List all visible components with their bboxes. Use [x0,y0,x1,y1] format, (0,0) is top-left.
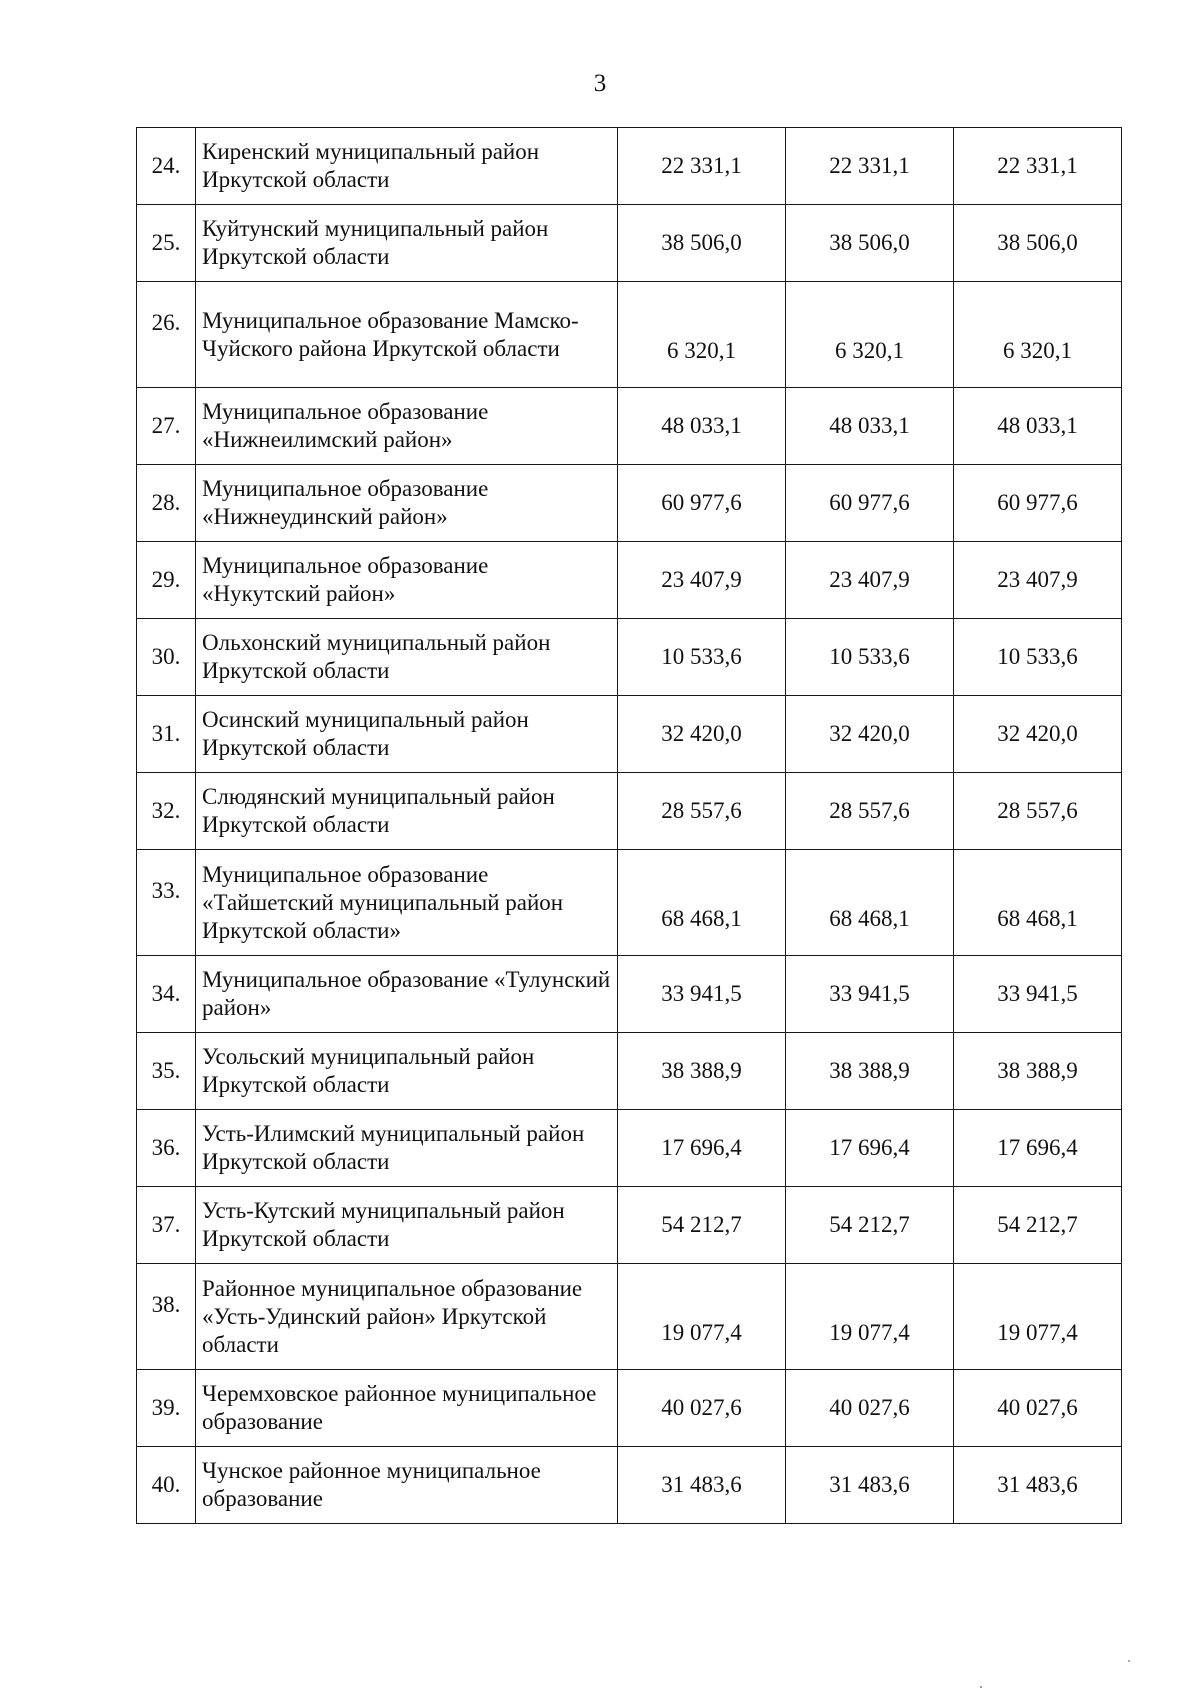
amount-year-1: 54 212,7 [618,1187,786,1264]
amount-year-1: 32 420,0 [618,696,786,773]
municipality-name: Усть-Кутский муниципальный район Иркутской области [196,1187,618,1264]
amount-year-1: 48 033,1 [618,388,786,465]
municipality-name: Муниципальное образование Мамско-Чуйского района Иркутской области [196,282,618,388]
amount-year-3: 32 420,0 [954,696,1122,773]
municipality-name: Слюдянский муниципальный район Иркутской области [196,773,618,850]
row-number: 30. [137,619,196,696]
municipality-name: Ольхонский муниципальный район Иркутской области [196,619,618,696]
table-row [137,1110,1122,1187]
municipality-name: Муниципальное образование «Тулунский район» [196,956,618,1033]
municipality-name: Муниципальное образование «Нижнеилимский район» [196,388,618,465]
amount-year-2: 40 027,6 [786,1370,954,1447]
table-row [137,282,1122,388]
amount-year-2: 28 557,6 [786,773,954,850]
table-row [137,388,1122,465]
row-number: 37. [137,1187,196,1264]
amount-year-1: 33 941,5 [618,956,786,1033]
row-number: 24. [137,128,196,205]
row-number: 28. [137,465,196,542]
amount-year-2: 38 506,0 [786,205,954,282]
page-number: 3 [593,70,607,97]
municipality-name: Киренский муниципальный район Иркутской области [196,128,618,205]
table-row [137,1187,1122,1264]
scan-speck [1128,1660,1130,1662]
table-row [137,205,1122,282]
municipality-name: Усть-Илимский муниципальный район Иркутской области [196,1110,618,1187]
amount-year-2: 38 388,9 [786,1033,954,1110]
amount-year-2: 23 407,9 [786,542,954,619]
municipality-name: Муниципальное образование «Нижнеудинский район» [196,465,618,542]
amount-year-3: 23 407,9 [954,542,1122,619]
amount-year-3: 38 506,0 [954,205,1122,282]
row-number: 40. [137,1447,196,1524]
amount-year-1: 68 468,1 [618,850,786,956]
amount-year-1: 31 483,6 [618,1447,786,1524]
amount-year-2: 17 696,4 [786,1110,954,1187]
amount-year-1: 40 027,6 [618,1370,786,1447]
amount-year-2: 32 420,0 [786,696,954,773]
amount-year-3: 68 468,1 [954,850,1122,956]
table-row [137,696,1122,773]
amount-year-2: 10 533,6 [786,619,954,696]
amount-year-1: 60 977,6 [618,465,786,542]
amount-year-3: 38 388,9 [954,1033,1122,1110]
amount-year-2: 60 977,6 [786,465,954,542]
amount-year-2: 33 941,5 [786,956,954,1033]
table-row [137,1370,1122,1447]
municipality-name: Муниципальное образование «Нукутский район» [196,542,618,619]
row-number: 29. [137,542,196,619]
amount-year-1: 17 696,4 [618,1110,786,1187]
amount-year-3: 54 212,7 [954,1187,1122,1264]
amount-year-1: 19 077,4 [618,1264,786,1370]
amount-year-3: 40 027,6 [954,1370,1122,1447]
amount-year-3: 6 320,1 [954,282,1122,388]
table-row [137,1264,1122,1370]
scan-speck [980,1686,982,1688]
amount-year-3: 33 941,5 [954,956,1122,1033]
budget-table [136,127,1122,1524]
row-number: 39. [137,1370,196,1447]
municipality-name: Чунское районное муниципальное образование [196,1447,618,1524]
table-row [137,619,1122,696]
municipality-name: Усольский муниципальный район Иркутской области [196,1033,618,1110]
row-number: 32. [137,773,196,850]
amount-year-3: 48 033,1 [954,388,1122,465]
table-row [137,773,1122,850]
municipality-name: Муниципальное образование «Тайшетский муниципальный район Иркутской области» [196,850,618,956]
row-number: 27. [137,388,196,465]
amount-year-3: 19 077,4 [954,1264,1122,1370]
municipality-name: Районное муниципальное образование «Усть-Удинский район» Иркутской области [196,1264,618,1370]
municipality-name: Осинский муниципальный район Иркутской области [196,696,618,773]
amount-year-1: 6 320,1 [618,282,786,388]
row-number: 26. [137,282,196,388]
amount-year-2: 54 212,7 [786,1187,954,1264]
table-row [137,956,1122,1033]
table-row [137,128,1122,205]
amount-year-3: 17 696,4 [954,1110,1122,1187]
amount-year-1: 38 506,0 [618,205,786,282]
amount-year-1: 22 331,1 [618,128,786,205]
amount-year-1: 10 533,6 [618,619,786,696]
row-number: 38. [137,1264,196,1370]
row-number: 25. [137,205,196,282]
amount-year-1: 38 388,9 [618,1033,786,1110]
amount-year-2: 19 077,4 [786,1264,954,1370]
table-row [137,542,1122,619]
table-row [137,1447,1122,1524]
municipality-name: Куйтунский муниципальный район Иркутской области [196,205,618,282]
municipality-name: Черемховское районное муниципальное образование [196,1370,618,1447]
table-body [137,128,1122,1524]
amount-year-3: 60 977,6 [954,465,1122,542]
amount-year-2: 48 033,1 [786,388,954,465]
row-number: 34. [137,956,196,1033]
table-row [137,1033,1122,1110]
row-number: 36. [137,1110,196,1187]
amount-year-3: 22 331,1 [954,128,1122,205]
table-row [137,850,1122,956]
row-number: 35. [137,1033,196,1110]
amount-year-2: 22 331,1 [786,128,954,205]
amount-year-2: 68 468,1 [786,850,954,956]
row-number: 31. [137,696,196,773]
table-row [137,465,1122,542]
amount-year-1: 28 557,6 [618,773,786,850]
amount-year-2: 6 320,1 [786,282,954,388]
amount-year-3: 31 483,6 [954,1447,1122,1524]
amount-year-2: 31 483,6 [786,1447,954,1524]
amount-year-3: 28 557,6 [954,773,1122,850]
amount-year-1: 23 407,9 [618,542,786,619]
row-number: 33. [137,850,196,956]
amount-year-3: 10 533,6 [954,619,1122,696]
